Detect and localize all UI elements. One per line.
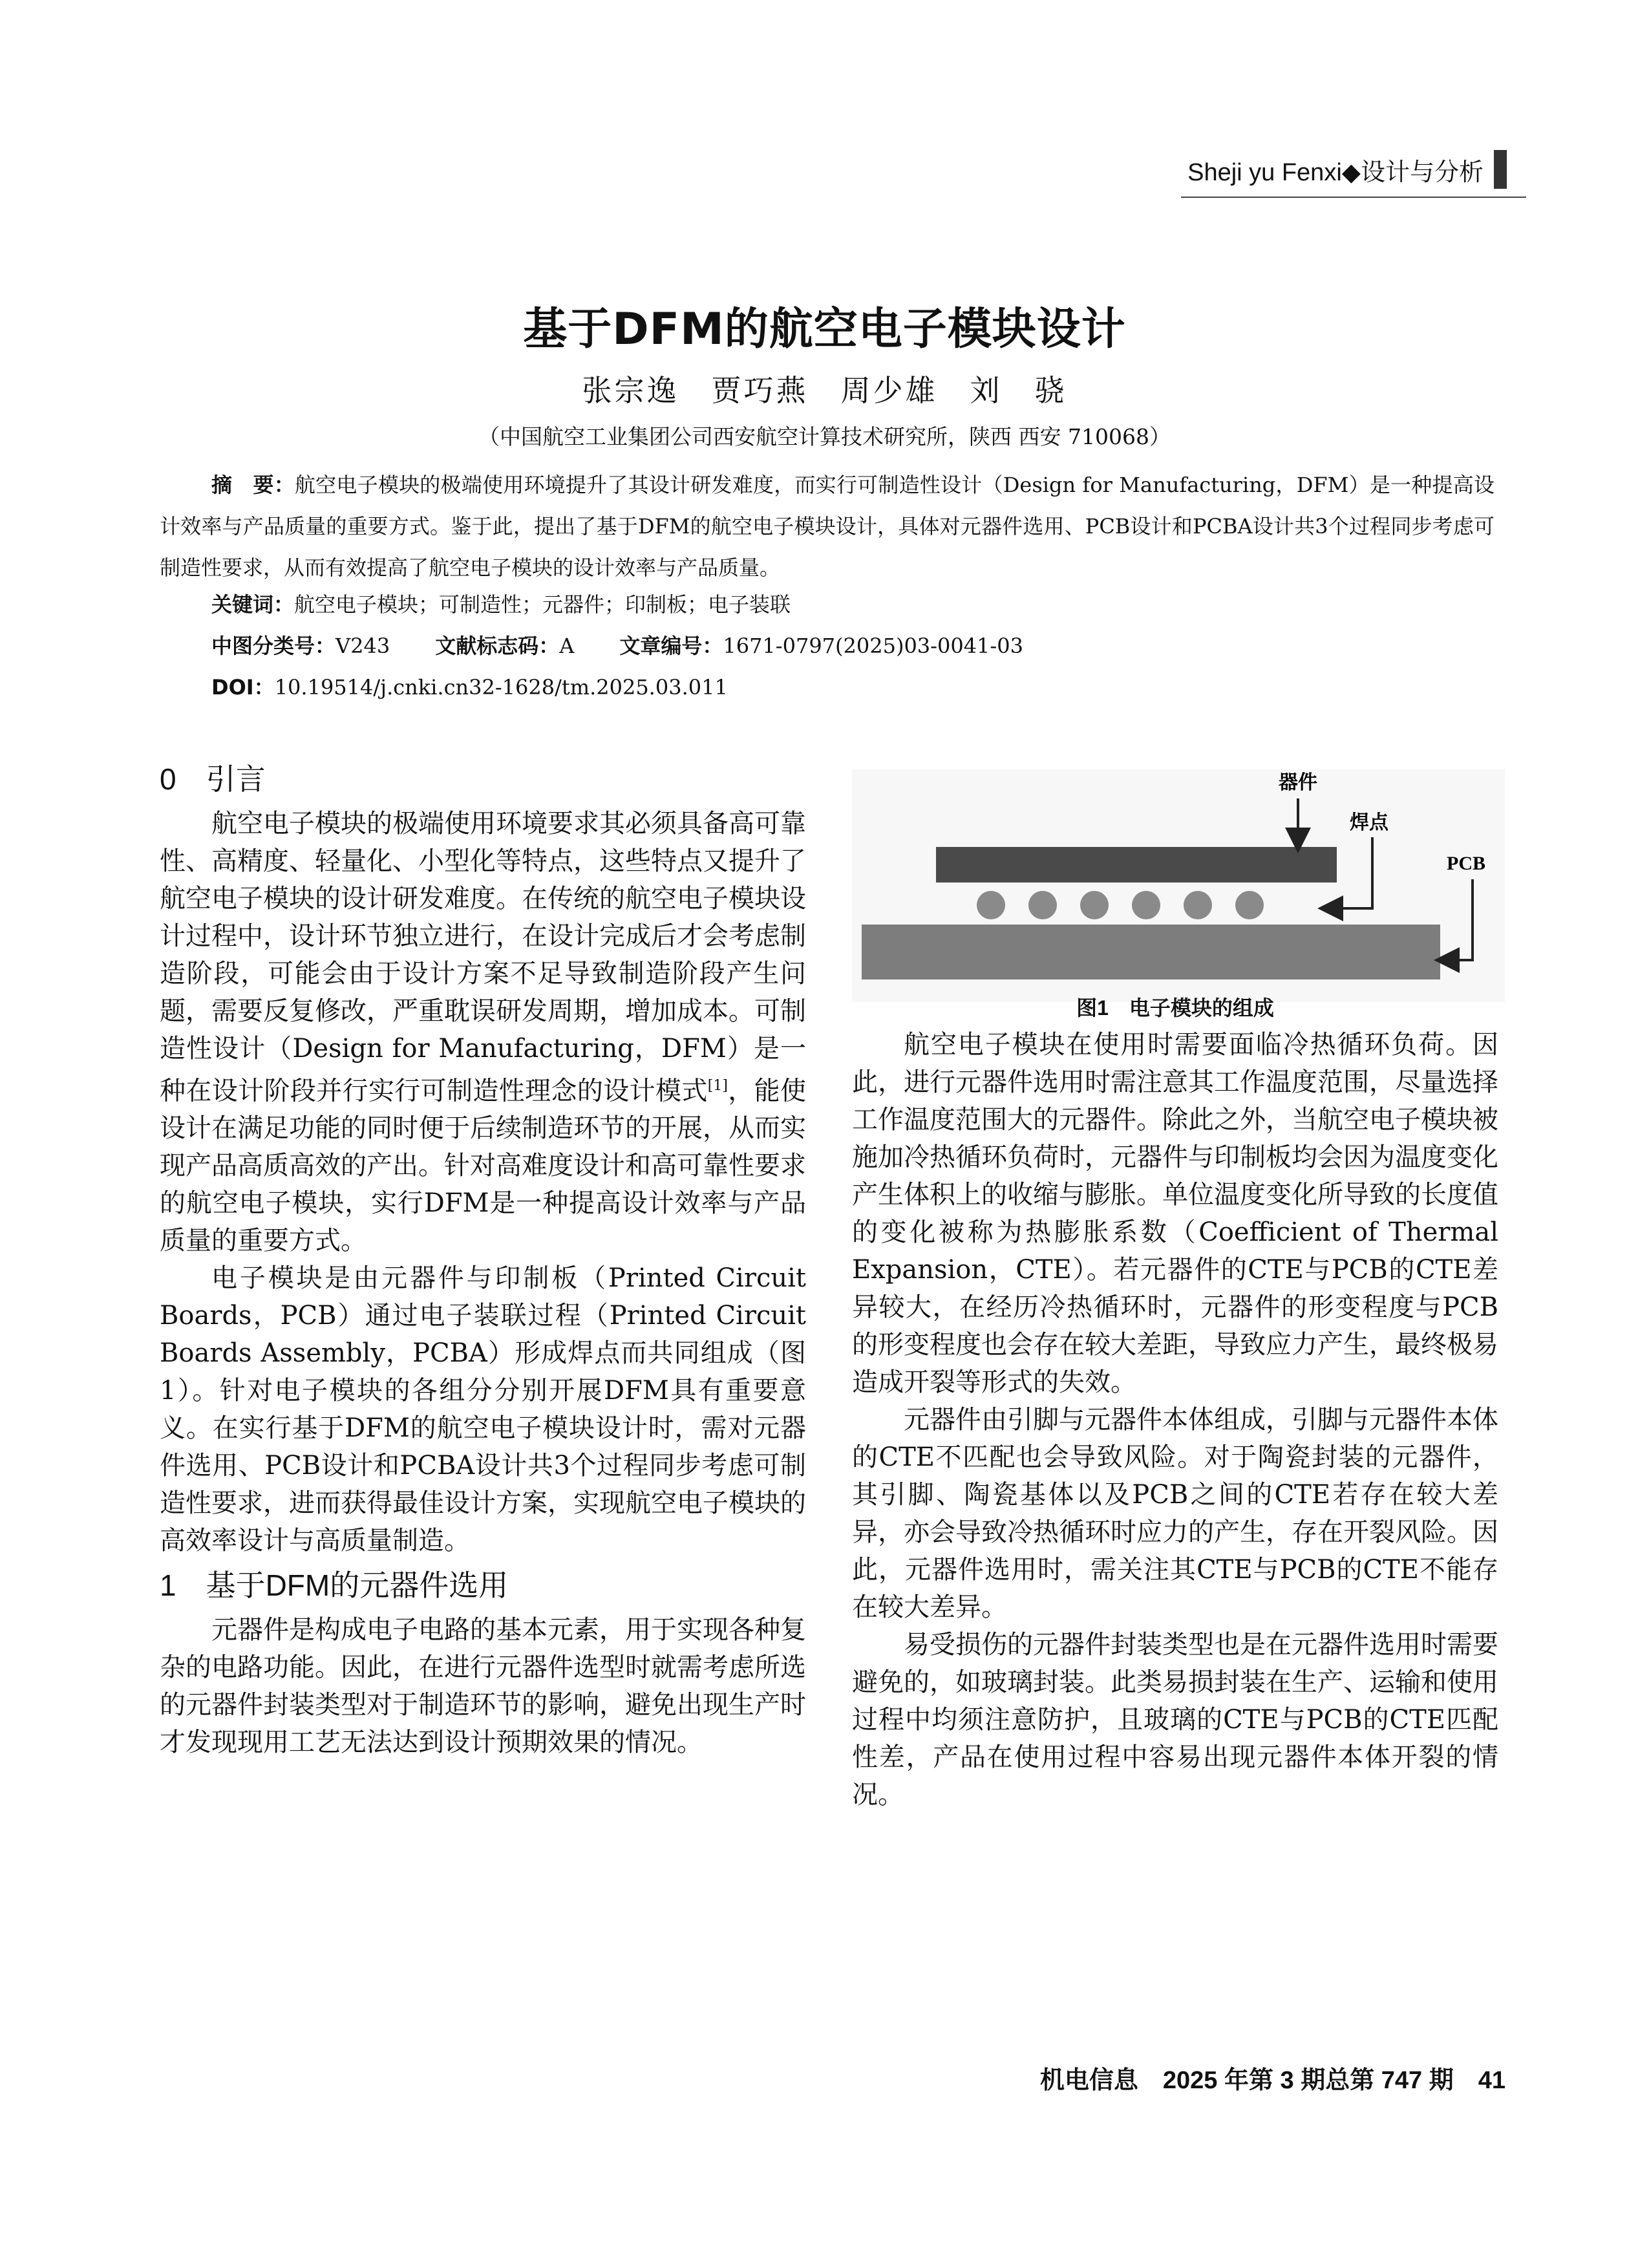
- doi-value: 10.19514/j.cnki.cn32-1628/tm.2025.03.011: [274, 675, 728, 700]
- doc-code-label: 文献标志码：: [435, 634, 560, 658]
- solder-ball: [1080, 891, 1109, 919]
- section-0-paragraph-2: 电子模块是由元器件与印制板（Printed Circuit Boards，PCB）通过电子装联过程（Printed Circuit Boards Assembly，PCBA）形成焊点而共同组成（图1）。针对电子模块的各组分分别开展DFM具有重要意义。在实行基于DFM的航空电子模块设计时，需对元器件选用、PCB设计和PCBA设计共3个过程同步考虑可制造性要求，进而获得最佳设计方案，实现航空电子模块的高效率设计与高质量制造。: [160, 1263, 806, 1556]
- keywords: [211, 588, 1495, 618]
- right-paragraph-2: 元器件由引脚与元器件本体组成，引脚与元器件本体的CTE不匹配也会导致风险。对于陶瓷封装的元器件，其引脚、陶瓷基体以及PCB之间的CTE若存在较大差异，亦会导致冷热循环时应力的产生，存在开裂风险。因此，元器件选用时，需关注其CTE与PCB的CTE不能存在较大差异。: [852, 1405, 1498, 1622]
- section-0-paragraph-1-text: 航空电子模块的极端使用环境要求其必须具备高可靠性、高精度、轻量化、小型化等特点，这些特点又提升了航空电子模块的设计研发难度。在传统的航空电子模块设计过程中，设计环节独立进行，在设计完成后才会考虑制造阶段，可能会由于设计方案不足导致制造阶段产生问题，需要反复修改，严重耽误研发周期，增加成本。可制造性设计（Design for Manufacturing，DFM）是一种在设计阶段并行实行可制造性理念的设计模式: [160, 809, 806, 1106]
- article-no-label: 文章编号：: [619, 634, 723, 658]
- solder-ball: [977, 891, 1005, 919]
- doi-label: DOI：: [211, 675, 275, 700]
- left-column: [160, 753, 806, 1761]
- label-pcb: PCB: [1447, 853, 1485, 874]
- running-head-rule: [1181, 197, 1526, 198]
- figure-1-diagram: [852, 769, 1505, 1002]
- component-body: [936, 847, 1337, 883]
- section-0-paragraph-1: [160, 805, 806, 1259]
- running-head: [1187, 150, 1507, 189]
- pcb-board: [862, 925, 1440, 979]
- section-1-heading: 1 基于DFM的元器件选用: [160, 1568, 509, 1603]
- doc-code-value: A: [559, 634, 575, 658]
- running-head-bar: [1494, 150, 1507, 189]
- authors: 张宗逸 贾巧燕 周少雄 刘 骁: [582, 373, 1067, 408]
- right-paragraph-3: 易受损伤的元器件封装类型也是在元器件选用时需要避免的，如玻璃封装。此类易损封装在生产、运输和使用过程中均须注意防护，且玻璃的CTE与PCB的CTE匹配性差，产品在使用过程中容易出现元器件本体开裂的情况。: [852, 1630, 1498, 1810]
- right-paragraph-1: 航空电子模块在使用时需要面临冷热循环负荷。因此，进行元器件选用时需注意其工作温度范围，尽量选择工作温度范围大的元器件。除此之外，当航空电子模块被施加冷热循环负荷时，元器件与印制板均会因为温度变化产生体积上的收缩与膨胀。单位温度变化所导致的长度值的变化被称为热膨胀系数（Coefficient of Thermal Expansion，CTE）。若元器件的CTE与PCB的CTE差异较大，在经历冷热循环时，元器件的形变程度与PCB的形变程度也会存在较大差距，导致应力产生，最终极易造成开裂等形式的失效。: [852, 1030, 1498, 1397]
- section-1-paragraph-1: 元器件是构成电子电路的基本元素，用于实现各种复杂的电路功能。因此，在进行元器件选型时就需考虑所选的元器件封装类型对于制造环节的影响，避免出现生产时才发现现用工艺无法达到设计预期效果的情况。: [160, 1615, 806, 1758]
- abstract-text: 航空电子模块的极端使用环境提升了其设计研发难度，而实行可制造性设计（Design for Manufacturing，DFM）是一种提高设计效率与产品质量的重要方式。鉴于此，提出了基于DFM的航空电子模块设计，具体对元器件选用、PCB设计和PCBA设计共3个过程同步考虑可制造性要求，从而有效提高了航空电子模块的设计效率与产品质量。: [160, 473, 1495, 580]
- clc-label: 中图分类号：: [211, 634, 336, 658]
- article-no-value: 1671-0797(2025)03-0041-03: [723, 634, 1023, 658]
- right-column: [852, 1026, 1498, 1813]
- running-head-text: Sheji yu Fenxi◆设计与分析: [1187, 158, 1484, 186]
- paper-title: 基于DFM的航空电子模块设计: [523, 304, 1126, 355]
- section-0-paragraph-1-tail: ，能使设计在满足功能的同时便于后续制造环节的开展，从而实现产品高质高效的产出。针对高难度设计和高可靠性要求的航空电子模块，实行DFM是一种提高设计效率与产品质量的重要方式。: [160, 1076, 807, 1256]
- figure-1-caption: 图1 电子模块的组成: [1076, 996, 1274, 1020]
- page-footer: 机电信息 2025 年第 3 期总第 747 期 41: [1039, 2067, 1505, 2094]
- citation-1[interactable]: [1]: [707, 1078, 728, 1094]
- affiliation: （中国航空工业集团公司西安航空计算技术研究所，陕西 西安 710068）: [478, 424, 1171, 449]
- keywords-text: 航空电子模块；可制造性；元器件；印制板；电子装联: [294, 592, 791, 617]
- keywords-label: 关键词：: [211, 592, 295, 617]
- section-0-heading: 0 引言: [160, 762, 266, 796]
- label-component: 器件: [1279, 772, 1317, 793]
- solder-ball: [1132, 891, 1160, 919]
- classification-row: [211, 630, 1023, 659]
- solder-ball: [1184, 891, 1212, 919]
- abstract: [160, 464, 1495, 588]
- doi-row: [211, 671, 728, 701]
- solder-ball: [1235, 891, 1264, 919]
- clc-value: V243: [335, 634, 390, 658]
- solder-ball: [1028, 891, 1057, 919]
- abstract-label: 摘 要：: [211, 473, 295, 497]
- label-solder: 焊点: [1350, 812, 1388, 833]
